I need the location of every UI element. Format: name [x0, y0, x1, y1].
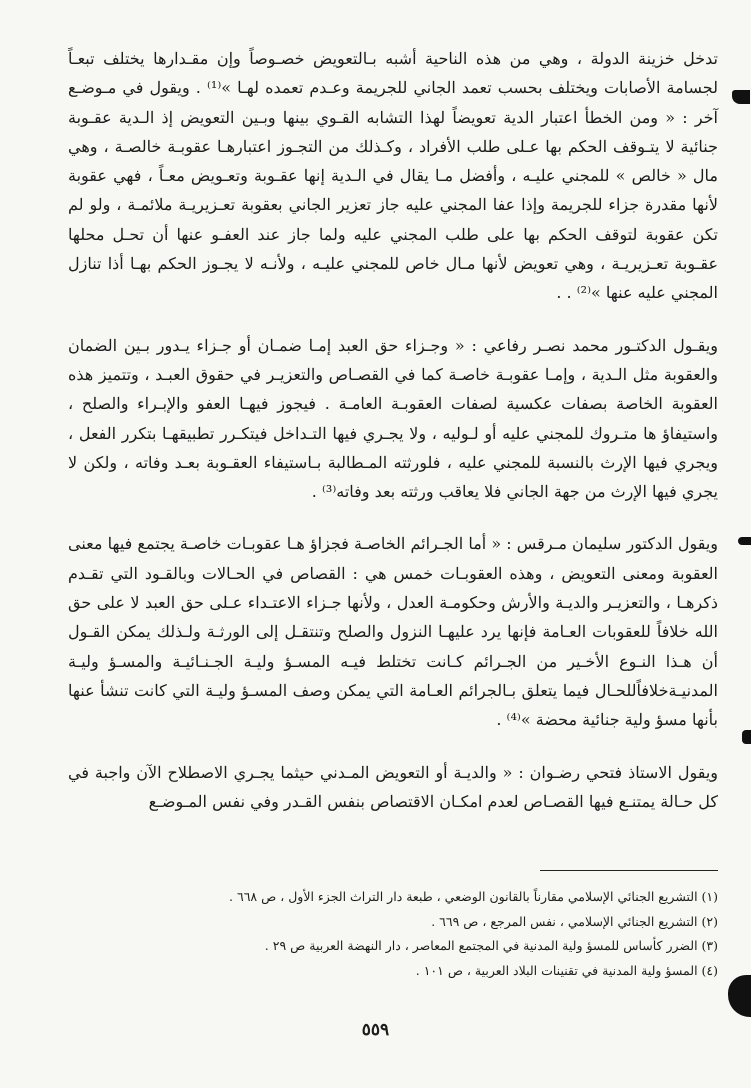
scan-edge-mark	[732, 90, 750, 104]
footnote-4: (٤) المسؤ ولية المدنية في تقنينات البلاد العربية ، ص ١٠١ .	[415, 962, 718, 978]
scan-edge-mark	[738, 537, 751, 545]
scan-edge-mark	[742, 730, 751, 744]
footnote-3: (٣) الضرر كأساس للمسؤ ولية المدنية في المجتمع المعاصر ، دار النهضة العربية ص ٢٩ .	[264, 938, 718, 953]
footnote-2: (٢) التشريع الجنائي الإسلامي ، نفس المرجع ، ص ٦٦٩ .	[431, 913, 718, 929]
paragraph-4: ويقول الاستاذ فتحي رضـوان : « والديـة أو التعويض المـدني حيثما يجـري الاصطلاح الآن واجبة في كل حـالة يمتنـع فيها القصـاص لعدم امكـان الاقتصاص بنفس القـدر وفي نفس المـوضـع	[68, 762, 718, 811]
scan-edge-mark	[728, 975, 751, 1017]
page-number: ٥٥٩	[361, 1020, 390, 1040]
paragraph-3: ويقول الدكتور سليمان مـرقس : « أما الجـرائم الخاصـة فجزاؤ هـا عقوبـات خاصـة يجتمع فيها معنى العقوبة ومعنى التعويض ، وهذه العقوبـات خمس هي : القصاص في الحـالات وبالقـود التي تقـدم ذكرهـا ، والتعزيـر والديـة والأرش وحكومـة العدل ، ولأنها جـزاء الاعتـداء عـلى حق العبد لا على حق الله خلافاً للعقوبات العـامة فإنها يرد عليهـا النزول والصلح وتنتقـل إلى الورثـة ولـذلك يمكن القـول أن هـذا النـوع الأخـير من الجـرائم كـانت تختلط فيـه المسـؤ وليـة الجـنـائيـة والمسـؤ وليـة المدنيـةخلافاًللحـال فيما يتعلق بـالجرائم العـامة التي يمكن وصف المسـؤ وليـة التي كانت تنشأ عنها بأنها مسؤ ولية جنائية محضة »⁽⁴⁾ .	[68, 534, 719, 730]
footnote-separator	[540, 870, 718, 871]
main-text	[68, 44, 718, 816]
paragraph-2: ويقـول الدكتـور محمد نصـر رفاعي : « وجـزاء حق العبد إمـا ضمـان أو جـزاء يـدور بـين الضمان والعقوبة مثل الـدية ، وإمـا عقوبـة خاصـة كما في القصـاص والتعزيـر في حقوق العبـد ، وتتميز هذه العقوبة الخاصة بصفات عكسية لصفات العقوبـة العامـة . فيجوز فيهـا العفو والإبـراء والصلح ، واستيفاؤ ها متـروك للمجني عليه أو لـوليه ، ولا يجـري فيها التـداخل فيتكـرر تطبيقهـا بتكرر الفعل ، ويجري فيها الإرث بالنسبة للمجني عليه ، فلورثته المـطالبة بـاستيفاء العقـوبة بعـد وفاته ، ولكن لا يجري فيها الإرث من جهة الجاني فلا يعاقب ورثته بعد وفاته⁽³⁾ .	[68, 335, 718, 502]
footnotes	[150, 885, 718, 983]
footnote-1: (١) التشريع الجنائي الإسلامي مقارناً بالقانون الوضعي ، طبعة دار التراث الجزء الأول ، ص ٦٦٨ .	[229, 889, 718, 904]
paragraph-1: تدخل خزينة الدولة ، وهي من هذه الناحية أشبه بـالتعويض خصـوصاً وإن مقـدارها يختلف تبعـاً لجسامة الأصابات ويختلف بحسب تعمد الجاني للجريمة وعـدم تعمده لهـا »⁽¹⁾ . ويقول في مـوضـع آخر : « ومن الخطأ اعتبار الدية تعويضاً لهذا التشابه القـوي بينها وبـين التعويض إذ الـدية عقـوبة جنائية لا يتـوقف الحكم بها عـلى طلب الأفراد ، وكـذلك من التجـوز اعتبارهـا عقوبـة خالصـة ، وهي مال « خالص » للمجني عليـه ، وأفضل مـا يقال في الـدية إنها عقـوبة وتعـويض معـاً ، فهي عقوبة لأنها مقدرة جزاء للجريمة وإذا عفا المجني عليه جاز تعزير الجاني بعقوبة تعـزيريـة ملائمـة ، ولو لم تكن عقوبة لتوقف الحكم بها على طلب المجني عليه ولما جاز عند العفـو عنها أن تحـل محلها عقـوبة تعـزيريـة ، وهي تعويض لأنها مـال خاص للمجني عليـه ، ولأنـه لا يجـوز الحكم بهـا أذا تنازل المجني عليه عنها »⁽²⁾ . .	[68, 49, 719, 303]
